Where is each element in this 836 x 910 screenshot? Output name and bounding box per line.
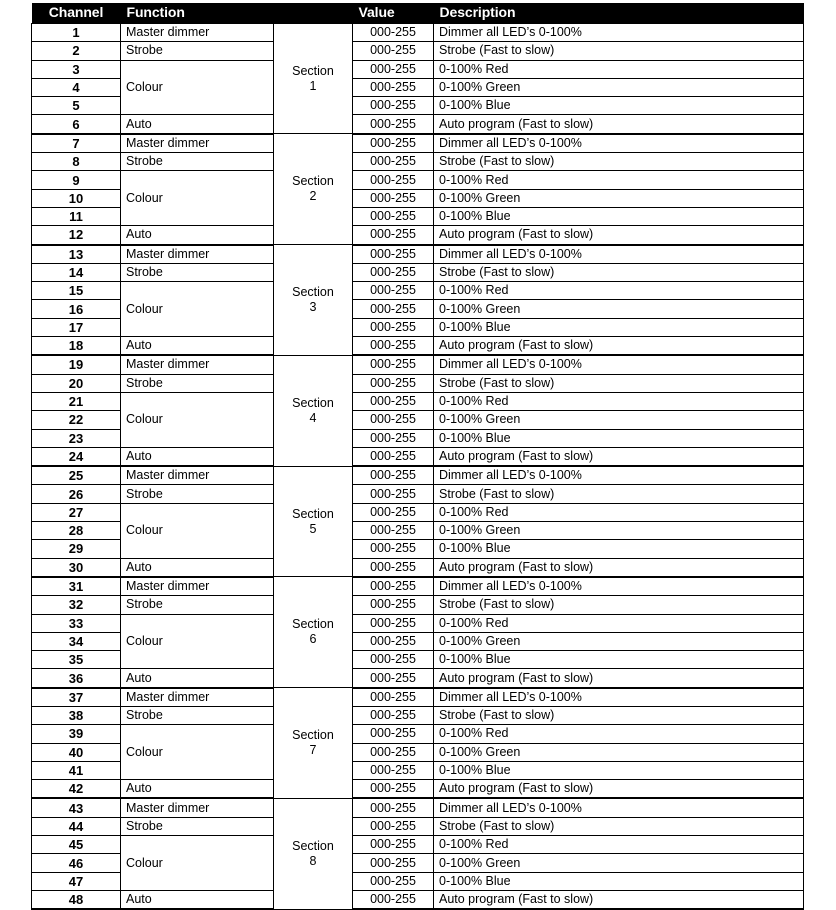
table-row xyxy=(32,596,804,614)
cell-description: 0-100% Green xyxy=(434,632,804,650)
section-word: Section xyxy=(292,617,334,632)
cell-description: Strobe (Fast to slow) xyxy=(434,153,804,171)
table-row xyxy=(32,24,804,42)
cell-value: 000-255 xyxy=(353,669,434,688)
table-body xyxy=(32,24,804,910)
section-number: 2 xyxy=(309,189,317,204)
cell-description: 0-100% Red xyxy=(434,282,804,300)
cell-channel: 45 xyxy=(32,836,121,854)
cell-channel: 34 xyxy=(32,632,121,650)
cell-section xyxy=(274,24,353,134)
cell-value: 000-255 xyxy=(353,706,434,724)
cell-channel: 27 xyxy=(32,503,121,521)
cell-channel: 5 xyxy=(32,97,121,115)
cell-channel: 16 xyxy=(32,300,121,318)
cell-function: Auto xyxy=(121,669,274,688)
cell-function-colour: Colour xyxy=(121,282,274,337)
cell-function: Strobe xyxy=(121,596,274,614)
cell-channel: 29 xyxy=(32,540,121,558)
cell-description: Auto program (Fast to slow) xyxy=(434,780,804,799)
cell-value: 000-255 xyxy=(353,392,434,410)
table-row xyxy=(32,798,804,817)
cell-value: 000-255 xyxy=(353,632,434,650)
cell-description: 0-100% Red xyxy=(434,171,804,189)
cell-value: 000-255 xyxy=(353,651,434,669)
cell-function-colour: Colour xyxy=(121,392,274,447)
column-header-section xyxy=(274,3,353,24)
table-row xyxy=(32,263,804,281)
cell-channel: 1 xyxy=(32,24,121,42)
cell-description: Dimmer all LED’s 0-100% xyxy=(434,24,804,42)
cell-description: Strobe (Fast to slow) xyxy=(434,374,804,392)
cell-description: 0-100% Blue xyxy=(434,540,804,558)
cell-value: 000-255 xyxy=(353,207,434,225)
table-row xyxy=(32,725,804,743)
cell-value: 000-255 xyxy=(353,318,434,336)
section-number: 5 xyxy=(309,521,317,536)
cell-description: Strobe (Fast to slow) xyxy=(434,817,804,835)
cell-function: Master dimmer xyxy=(121,688,274,707)
cell-description: Strobe (Fast to slow) xyxy=(434,263,804,281)
cell-value: 000-255 xyxy=(353,24,434,42)
cell-description: 0-100% Green xyxy=(434,411,804,429)
cell-description: Auto program (Fast to slow) xyxy=(434,226,804,245)
cell-channel: 12 xyxy=(32,226,121,245)
cell-channel: 11 xyxy=(32,207,121,225)
table-header-row xyxy=(32,3,804,24)
table-row xyxy=(32,503,804,521)
cell-value: 000-255 xyxy=(353,263,434,281)
cell-value: 000-255 xyxy=(353,447,434,466)
cell-value: 000-255 xyxy=(353,115,434,134)
cell-function-colour: Colour xyxy=(121,60,274,115)
table-row xyxy=(32,42,804,60)
table-row xyxy=(32,485,804,503)
cell-function: Master dimmer xyxy=(121,24,274,42)
cell-channel: 9 xyxy=(32,171,121,189)
cell-value: 000-255 xyxy=(353,153,434,171)
cell-channel: 47 xyxy=(32,872,121,890)
cell-function: Master dimmer xyxy=(121,466,274,485)
table-row xyxy=(32,688,804,707)
cell-value: 000-255 xyxy=(353,522,434,540)
cell-value: 000-255 xyxy=(353,558,434,577)
cell-description: Auto program (Fast to slow) xyxy=(434,337,804,356)
cell-channel: 41 xyxy=(32,761,121,779)
cell-channel: 31 xyxy=(32,577,121,596)
table-row xyxy=(32,282,804,300)
cell-function: Strobe xyxy=(121,485,274,503)
cell-description: Dimmer all LED’s 0-100% xyxy=(434,245,804,264)
cell-value: 000-255 xyxy=(353,134,434,153)
cell-channel: 26 xyxy=(32,485,121,503)
cell-channel: 6 xyxy=(32,115,121,134)
cell-channel: 19 xyxy=(32,355,121,374)
cell-channel: 44 xyxy=(32,817,121,835)
table-row xyxy=(32,706,804,724)
cell-channel: 20 xyxy=(32,374,121,392)
cell-description: 0-100% Green xyxy=(434,522,804,540)
cell-description: Auto program (Fast to slow) xyxy=(434,890,804,909)
cell-channel: 23 xyxy=(32,429,121,447)
cell-description: Dimmer all LED’s 0-100% xyxy=(434,688,804,707)
section-word: Section xyxy=(292,728,334,743)
cell-value: 000-255 xyxy=(353,854,434,872)
cell-description: 0-100% Blue xyxy=(434,207,804,225)
cell-function-colour: Colour xyxy=(121,836,274,891)
cell-function: Strobe xyxy=(121,374,274,392)
cell-channel: 8 xyxy=(32,153,121,171)
cell-description: Dimmer all LED’s 0-100% xyxy=(434,134,804,153)
cell-description: 0-100% Red xyxy=(434,614,804,632)
cell-channel: 17 xyxy=(32,318,121,336)
cell-description: Auto program (Fast to slow) xyxy=(434,447,804,466)
cell-description: 0-100% Green xyxy=(434,300,804,318)
cell-value: 000-255 xyxy=(353,282,434,300)
column-header-value: Value xyxy=(353,3,434,24)
section-word: Section xyxy=(292,284,334,299)
cell-value: 000-255 xyxy=(353,337,434,356)
cell-value: 000-255 xyxy=(353,761,434,779)
cell-value: 000-255 xyxy=(353,226,434,245)
table-row xyxy=(32,171,804,189)
table-row xyxy=(32,153,804,171)
cell-value: 000-255 xyxy=(353,577,434,596)
cell-description: 0-100% Blue xyxy=(434,318,804,336)
cell-value: 000-255 xyxy=(353,817,434,835)
cell-channel: 40 xyxy=(32,743,121,761)
cell-value: 000-255 xyxy=(353,78,434,96)
table-row xyxy=(32,466,804,485)
cell-value: 000-255 xyxy=(353,540,434,558)
cell-channel: 24 xyxy=(32,447,121,466)
cell-channel: 3 xyxy=(32,60,121,78)
cell-section xyxy=(274,577,353,688)
cell-section xyxy=(274,355,353,466)
cell-channel: 25 xyxy=(32,466,121,485)
cell-description: Strobe (Fast to slow) xyxy=(434,596,804,614)
cell-description: Strobe (Fast to slow) xyxy=(434,706,804,724)
cell-channel: 28 xyxy=(32,522,121,540)
table-header xyxy=(32,3,804,24)
dmx-channel-table xyxy=(31,3,804,910)
table-row xyxy=(32,60,804,78)
cell-function: Auto xyxy=(121,558,274,577)
cell-description: 0-100% Green xyxy=(434,189,804,207)
cell-value: 000-255 xyxy=(353,798,434,817)
cell-channel: 35 xyxy=(32,651,121,669)
cell-channel: 46 xyxy=(32,854,121,872)
table-row xyxy=(32,447,804,466)
cell-channel: 42 xyxy=(32,780,121,799)
cell-channel: 21 xyxy=(32,392,121,410)
table-row xyxy=(32,780,804,799)
cell-description: 0-100% Blue xyxy=(434,651,804,669)
cell-value: 000-255 xyxy=(353,688,434,707)
cell-function: Auto xyxy=(121,447,274,466)
cell-section xyxy=(274,245,353,356)
table-row xyxy=(32,134,804,153)
cell-description: 0-100% Red xyxy=(434,503,804,521)
cell-description: Auto program (Fast to slow) xyxy=(434,115,804,134)
cell-channel: 13 xyxy=(32,245,121,264)
cell-value: 000-255 xyxy=(353,596,434,614)
section-word: Section xyxy=(292,174,334,189)
cell-description: 0-100% Red xyxy=(434,725,804,743)
cell-value: 000-255 xyxy=(353,97,434,115)
cell-section xyxy=(274,798,353,909)
column-header-description: Description xyxy=(434,3,804,24)
cell-channel: 37 xyxy=(32,688,121,707)
cell-channel: 32 xyxy=(32,596,121,614)
cell-function: Auto xyxy=(121,115,274,134)
cell-description: Auto program (Fast to slow) xyxy=(434,669,804,688)
cell-description: Strobe (Fast to slow) xyxy=(434,42,804,60)
section-number: 3 xyxy=(309,299,317,314)
cell-value: 000-255 xyxy=(353,725,434,743)
cell-value: 000-255 xyxy=(353,245,434,264)
section-number: 6 xyxy=(309,632,317,647)
table-row xyxy=(32,115,804,134)
table-row xyxy=(32,669,804,688)
cell-description: Dimmer all LED’s 0-100% xyxy=(434,798,804,817)
cell-channel: 14 xyxy=(32,263,121,281)
table-row xyxy=(32,245,804,264)
cell-channel: 38 xyxy=(32,706,121,724)
cell-function: Auto xyxy=(121,226,274,245)
cell-value: 000-255 xyxy=(353,780,434,799)
cell-function-colour: Colour xyxy=(121,725,274,780)
table-row xyxy=(32,392,804,410)
cell-function: Strobe xyxy=(121,817,274,835)
cell-function-colour: Colour xyxy=(121,614,274,669)
table-row xyxy=(32,890,804,909)
cell-value: 000-255 xyxy=(353,890,434,909)
cell-channel: 33 xyxy=(32,614,121,632)
table-row xyxy=(32,558,804,577)
section-word: Section xyxy=(292,63,334,78)
cell-function: Auto xyxy=(121,890,274,909)
cell-value: 000-255 xyxy=(353,42,434,60)
cell-function: Master dimmer xyxy=(121,798,274,817)
cell-function: Strobe xyxy=(121,42,274,60)
cell-description: Auto program (Fast to slow) xyxy=(434,558,804,577)
cell-function: Master dimmer xyxy=(121,577,274,596)
table-row xyxy=(32,836,804,854)
cell-channel: 7 xyxy=(32,134,121,153)
column-header-channel: Channel xyxy=(32,3,121,24)
section-number: 1 xyxy=(309,78,317,93)
cell-function: Strobe xyxy=(121,263,274,281)
cell-channel: 10 xyxy=(32,189,121,207)
cell-value: 000-255 xyxy=(353,411,434,429)
cell-value: 000-255 xyxy=(353,300,434,318)
cell-value: 000-255 xyxy=(353,485,434,503)
cell-value: 000-255 xyxy=(353,429,434,447)
cell-description: 0-100% Blue xyxy=(434,429,804,447)
cell-channel: 30 xyxy=(32,558,121,577)
cell-channel: 22 xyxy=(32,411,121,429)
table-row xyxy=(32,817,804,835)
cell-channel: 2 xyxy=(32,42,121,60)
section-number: 7 xyxy=(309,743,317,758)
table-row xyxy=(32,374,804,392)
cell-section xyxy=(274,134,353,245)
cell-value: 000-255 xyxy=(353,60,434,78)
cell-description: 0-100% Blue xyxy=(434,761,804,779)
cell-channel: 39 xyxy=(32,725,121,743)
cell-function: Strobe xyxy=(121,153,274,171)
cell-function: Auto xyxy=(121,780,274,799)
section-number: 4 xyxy=(309,410,317,425)
column-header-function: Function xyxy=(121,3,274,24)
cell-value: 000-255 xyxy=(353,836,434,854)
cell-description: 0-100% Green xyxy=(434,854,804,872)
section-word: Section xyxy=(292,838,334,853)
section-word: Section xyxy=(292,395,334,410)
cell-function: Master dimmer xyxy=(121,355,274,374)
cell-value: 000-255 xyxy=(353,171,434,189)
table-row xyxy=(32,577,804,596)
cell-description: Strobe (Fast to slow) xyxy=(434,485,804,503)
table-row xyxy=(32,337,804,356)
cell-description: 0-100% Red xyxy=(434,60,804,78)
cell-channel: 36 xyxy=(32,669,121,688)
cell-channel: 18 xyxy=(32,337,121,356)
cell-description: 0-100% Blue xyxy=(434,97,804,115)
cell-channel: 48 xyxy=(32,890,121,909)
cell-value: 000-255 xyxy=(353,743,434,761)
cell-function-colour: Colour xyxy=(121,171,274,226)
cell-function: Master dimmer xyxy=(121,245,274,264)
cell-value: 000-255 xyxy=(353,872,434,890)
table-row xyxy=(32,355,804,374)
cell-function: Master dimmer xyxy=(121,134,274,153)
cell-description: 0-100% Green xyxy=(434,78,804,96)
cell-value: 000-255 xyxy=(353,189,434,207)
cell-description: Dimmer all LED’s 0-100% xyxy=(434,577,804,596)
table-row xyxy=(32,614,804,632)
cell-section xyxy=(274,688,353,799)
cell-function: Strobe xyxy=(121,706,274,724)
cell-channel: 15 xyxy=(32,282,121,300)
cell-description: 0-100% Green xyxy=(434,743,804,761)
cell-channel: 43 xyxy=(32,798,121,817)
cell-description: 0-100% Blue xyxy=(434,872,804,890)
cell-function: Auto xyxy=(121,337,274,356)
cell-value: 000-255 xyxy=(353,614,434,632)
cell-channel: 4 xyxy=(32,78,121,96)
cell-value: 000-255 xyxy=(353,503,434,521)
section-word: Section xyxy=(292,506,334,521)
cell-value: 000-255 xyxy=(353,374,434,392)
cell-description: Dimmer all LED’s 0-100% xyxy=(434,355,804,374)
cell-description: 0-100% Red xyxy=(434,392,804,410)
cell-description: Dimmer all LED’s 0-100% xyxy=(434,466,804,485)
cell-value: 000-255 xyxy=(353,355,434,374)
table-row xyxy=(32,226,804,245)
section-number: 8 xyxy=(309,853,317,868)
cell-description: 0-100% Red xyxy=(434,836,804,854)
cell-section xyxy=(274,466,353,577)
cell-value: 000-255 xyxy=(353,466,434,485)
cell-function-colour: Colour xyxy=(121,503,274,558)
